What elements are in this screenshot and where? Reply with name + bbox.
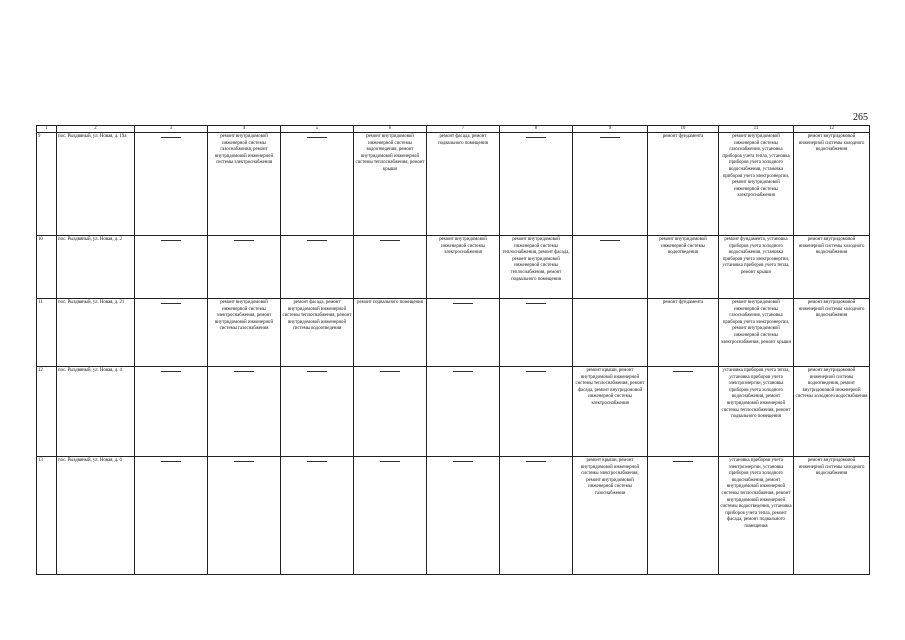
work-cell: ремонт фундамента, установка приборов учета холодного водоснабжения, установка приборов учета электроэнергии, установка приборов учета тепла, ремонт крыши xyxy=(719,236,794,299)
table-row xyxy=(37,133,870,236)
empty-dash-cell xyxy=(500,457,573,575)
work-cell: ремонт внутридомовой инженерной системы газоснабжения, ремонт внутридомовой инженерной системы электроснабжения xyxy=(208,133,281,236)
work-cell: ремонт фундамента xyxy=(648,133,719,236)
dash-mark xyxy=(161,371,181,372)
row-number: 13 xyxy=(37,457,57,575)
empty-dash-cell xyxy=(281,457,354,575)
work-cell: ремонт подвального помещения xyxy=(354,299,427,367)
address-cell: пос. Рыздвяный, ул. Новая, д. 6 xyxy=(57,457,135,575)
address-cell: пос. Рыздвяный, ул. Новая, д. 19а xyxy=(57,133,135,236)
dash-mark xyxy=(673,461,693,462)
empty-dash-cell xyxy=(648,457,719,575)
dash-mark xyxy=(526,371,546,372)
dash-mark xyxy=(307,137,327,138)
column-header: 2 xyxy=(57,126,135,133)
empty-dash-cell xyxy=(208,457,281,575)
row-number: 11 xyxy=(37,299,57,367)
work-cell: ремонт внутридомовой инженерной системы электроснабжения, ремонт внутридомовой инженерной системы газоснабжения xyxy=(208,299,281,367)
dash-mark xyxy=(234,240,254,241)
work-cell: ремонт фасада, ремонт внутридомовой инженерной системы теплоснабжения, ремонт внутридомовой инженерной системы водоотведения xyxy=(281,299,354,367)
column-header: 1 xyxy=(37,126,57,133)
work-cell: ремонт внутридомовой инженерной системы водоотведения, ремонт внутридомовой инженерной системы холодного водоснабжения xyxy=(794,367,870,457)
empty-dash-cell xyxy=(500,299,573,367)
work-cell: ремонт фундамента xyxy=(648,299,719,367)
dash-mark xyxy=(161,461,181,462)
dash-mark xyxy=(380,461,400,462)
empty-dash-cell xyxy=(354,367,427,457)
column-header: 11 xyxy=(719,126,794,133)
dash-mark xyxy=(161,137,181,138)
table-row xyxy=(37,299,870,367)
empty-dash-cell xyxy=(427,299,500,367)
dash-mark xyxy=(526,303,546,304)
column-header: 8 xyxy=(500,126,573,133)
dash-mark xyxy=(453,303,473,304)
dash-mark xyxy=(307,240,327,241)
dash-mark xyxy=(161,240,181,241)
empty-dash-cell xyxy=(573,133,648,236)
work-cell: ремонт внутридомовой инженерной системы электроснабжения xyxy=(427,236,500,299)
empty-dash-cell xyxy=(135,457,208,575)
dash-mark xyxy=(673,371,693,372)
dash-mark xyxy=(453,371,473,372)
dash-mark xyxy=(526,461,546,462)
empty-dash-cell xyxy=(135,236,208,299)
page-number: 265 xyxy=(853,112,868,123)
dash-mark xyxy=(453,461,473,462)
work-cell: ремонт крыши, ремонт внутридомовой инженерной системы электроснабжения, ремонт внутридомовой инженерной системы газоснабжения xyxy=(573,457,648,575)
dash-mark xyxy=(234,371,254,372)
address-cell: пос. Рыздвяный, ул. Новая, д. 21 xyxy=(57,299,135,367)
row-number: 10 xyxy=(37,236,57,299)
empty-dash-cell xyxy=(427,367,500,457)
empty-dash-cell xyxy=(281,133,354,236)
empty-dash-cell xyxy=(281,367,354,457)
dash-mark xyxy=(380,371,400,372)
empty-dash-cell xyxy=(281,236,354,299)
dash-mark xyxy=(307,371,327,372)
empty-dash-cell xyxy=(573,236,648,299)
column-header: 12 xyxy=(794,126,870,133)
empty-dash-cell xyxy=(500,133,573,236)
address-cell: пос. Рыздвяный, ул. Новая, д. 2 xyxy=(57,236,135,299)
table-row xyxy=(37,367,870,457)
column-header: 10 xyxy=(648,126,719,133)
work-cell: ремонт внутридомовой инженерной системы холодного водоснабжения xyxy=(794,236,870,299)
work-cell: ремонт внутридомовой инженерной системы холодного водоснабжения xyxy=(794,133,870,236)
column-header: 4 xyxy=(208,126,281,133)
work-cell xyxy=(573,299,648,367)
address-cell: пос. Рыздвяный, ул. Новая, д. 4 xyxy=(57,367,135,457)
empty-dash-cell xyxy=(208,236,281,299)
empty-dash-cell xyxy=(135,133,208,236)
work-cell: ремонт крыши, ремонт внутридомовой инженерной системы теплоснабжения, ремонт фасада, ремонт внутридомовой инженерной системы электроснабжения xyxy=(573,367,648,457)
empty-dash-cell xyxy=(354,457,427,575)
work-cell: установка приборов учета тепла, установка приборов учета электроэнергии, установка приборов учета холодного водоснабжения, ремонт внутридомовой инженерной системы теплоснабжения, ремонт подвального помещения xyxy=(719,367,794,457)
work-cell: ремонт фасада, ремонт подвального помещения xyxy=(427,133,500,236)
column-number-row xyxy=(37,126,870,133)
column-header: 3 xyxy=(135,126,208,133)
empty-dash-cell xyxy=(208,367,281,457)
work-cell: ремонт внутридомовой инженерной системы теплоснабжения, ремонт фасада, ремонт внутридомовой инженерной системы теплоснабжения, ремонт подвального помещения xyxy=(500,236,573,299)
work-cell: ремонт внутридомовой инженерной системы холодного водоснабжения xyxy=(794,299,870,367)
empty-dash-cell xyxy=(500,367,573,457)
table-row xyxy=(37,236,870,299)
dash-mark xyxy=(526,137,546,138)
empty-dash-cell xyxy=(135,367,208,457)
dash-mark xyxy=(307,461,327,462)
work-cell: ремонт внутридомовой инженерной системы газоснабжения, установка приборов учета тепла, установка приборов учета холодного водоснабжения, установка приборов учета электроэнергии, ремонт внутридомовой инженерной системы электроснабжения xyxy=(719,133,794,236)
dash-mark xyxy=(161,303,181,304)
dash-mark xyxy=(380,240,400,241)
empty-dash-cell xyxy=(135,299,208,367)
column-header: 9 xyxy=(573,126,648,133)
repair-schedule-table xyxy=(36,125,870,575)
empty-dash-cell xyxy=(648,367,719,457)
dash-mark xyxy=(600,240,620,241)
work-cell: установка приборов учета электроэнергии, установка приборов учета холодного водоснабжения, ремонт внутридомовой инженерной системы теплоснабжения, ремонт внутридомовой инженерной системы водоотведения, установка приборов учета тепла, ремонт фасада, ремонт подвального помещения xyxy=(719,457,794,575)
row-number: 9 xyxy=(37,133,57,236)
work-cell: ремонт внутридомовой инженерной системы холодного водоснабжения xyxy=(794,457,870,575)
dash-mark xyxy=(234,461,254,462)
dash-mark xyxy=(600,137,620,138)
work-cell: ремонт внутридомовой инженерной системы водоотведения xyxy=(648,236,719,299)
table-row xyxy=(37,457,870,575)
row-number: 12 xyxy=(37,367,57,457)
column-header: 6 xyxy=(354,126,427,133)
empty-dash-cell xyxy=(354,236,427,299)
empty-dash-cell xyxy=(427,457,500,575)
work-cell: ремонт внутридомовой инженерной системы водоотведения, ремонт внутридомовой инженерной системы теплоснабжения, ремонт крыши xyxy=(354,133,427,236)
column-header: 5 xyxy=(281,126,354,133)
column-header: 7 xyxy=(427,126,500,133)
work-cell: ремонт внутридомовой инженерной системы газоснабжения, установка приборов учета электроэнергии, ремонт внутридомовой инженерной системы электроснабжения, ремонт крыши xyxy=(719,299,794,367)
